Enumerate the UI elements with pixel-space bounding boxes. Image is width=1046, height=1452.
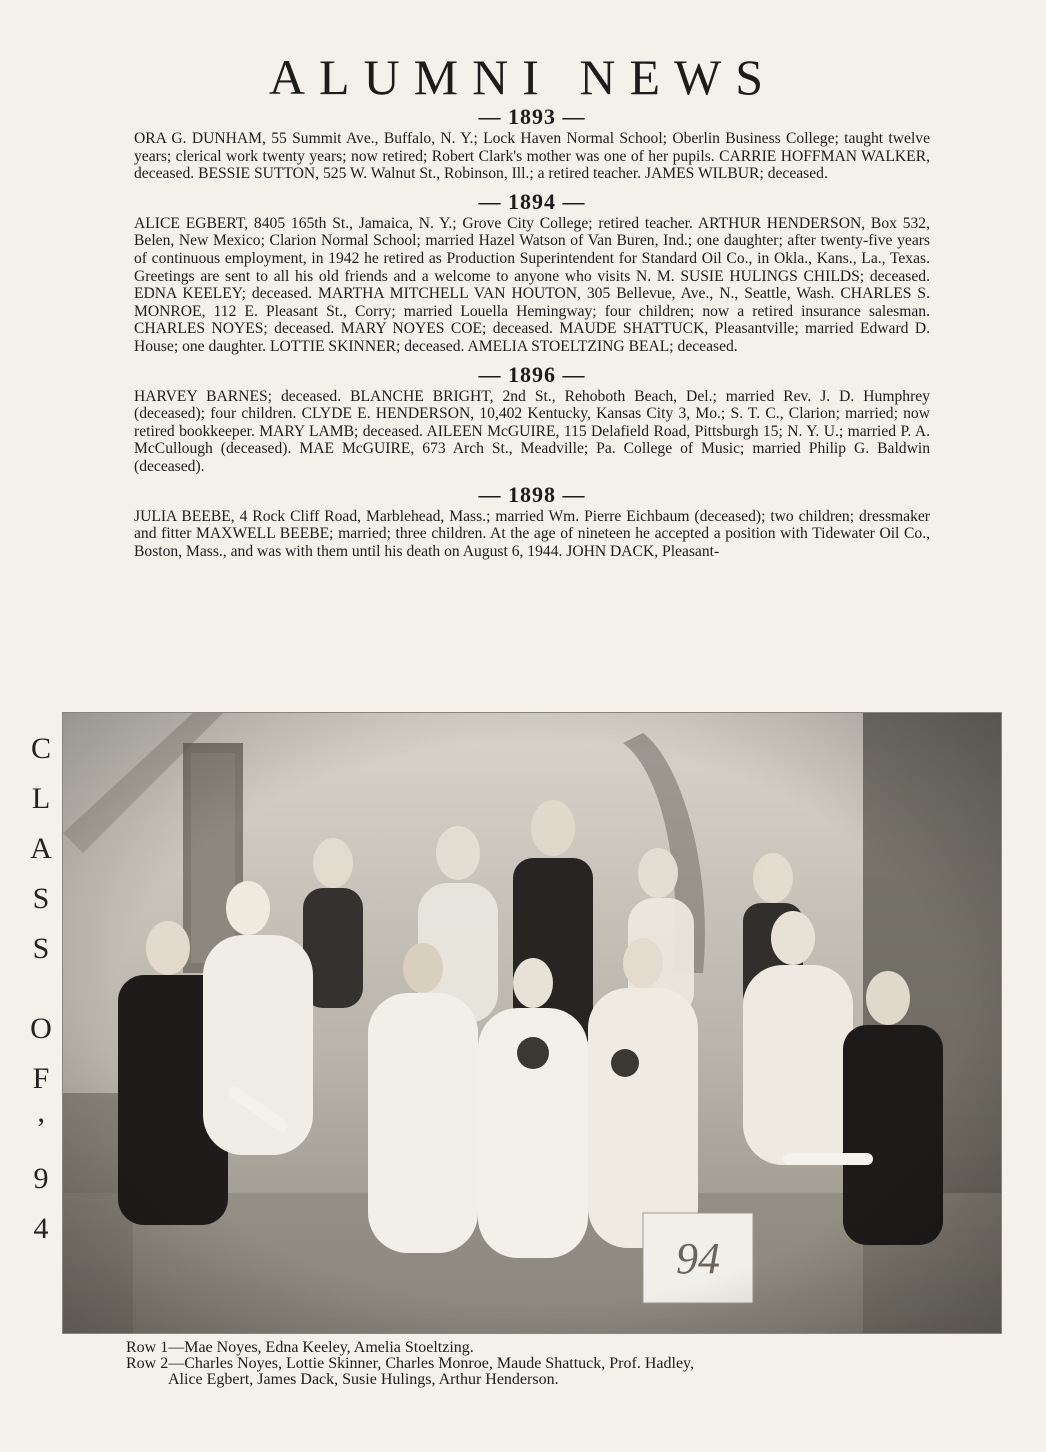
side-letter: S <box>32 932 50 965</box>
section-text: JULIA BEEBE, 4 Rock Cliff Road, Marblehead, Mass.; married Wm. Pierre Eichbaum (deceased); two children; dressmaker and fitter MAXWELL BEEBE; married; three children. At the age of nineteen he accepted a position with Tidewater Oil Co., Boston, Mass., and was with them until his death on August 6, 1944. JOHN DACK, Pleasant- <box>134 507 930 560</box>
year-heading: — 1894 — <box>478 188 586 214</box>
class-photo <box>62 712 1002 1334</box>
side-letter: F <box>32 1062 50 1095</box>
year-heading: — 1893 — <box>478 104 586 129</box>
section-text: HARVEY BARNES; deceased. BLANCHE BRIGHT, 2nd St., Rehoboth Beach, Del.; married Rev. J. D. Humphrey (deceased); four children. CLYDE E. HENDERSON, 10,402 Kentucky, Kansas City 3, Mo.; S. T. C., Clarion; married; now retired bookkeeper. MARY LAMB; deceased. AILEEN McGUIRE, 115 Delafield Road, Pittsburgh 15; N. Y. U.; married P. A. McCullough (deceased). MAE McGUIRE, 673 Arch St., Meadville; Pa. College of Music; married Philip G. Baldwin (deceased). <box>134 387 930 475</box>
caption-row-2: Row 2—Charles Noyes, Lottie Skinner, Charles Monroe, Maude Shattuck, Prof. Hadley, <box>126 1355 694 1372</box>
year-heading: — 1896 — <box>478 361 586 387</box>
caption-row-1: Row 1—Mae Noyes, Edna Keeley, Amelia Stoeltzing. <box>126 1339 474 1356</box>
year-heading: — 1898 — <box>478 481 586 507</box>
side-letter: O <box>30 1012 52 1045</box>
side-letter: S <box>32 882 50 915</box>
caption-row-2-continued: Alice Egbert, James Dack, Susie Hulings, Arthur Henderson. <box>168 1371 559 1388</box>
side-letter: A <box>30 832 52 865</box>
section-text: ALICE EGBERT, 8405 165th St., Jamaica, N. Y.; Grove City College; retired teacher. ARTHUR HENDERSON, Box 532, Belen, New Mexico; Clarion Normal School; married Hazel Watson of Van Buren, Ind.; one daughter; after twenty-five years of continuous employment, in 1942 he retired as Production Superintendent for Standard Oil Co., in Okla., Kans., La., Texas. Greetings are sent to all his old friends and a welcome to anyone who visits N. M. SUSIE HULINGS CHILDS; deceased. EDNA KEELEY; deceased. MARTHA MITCHELL VAN HOUTON, 305 Bellevue, Ave., N., Seattle, Wash. CHARLES S. MONROE, 112 E. Pleasant St., Corry; married Louella Hemingway; four children; now a retired insurance salesman. CHARLES NOYES; deceased. MARY NOYES COE; deceased. MAUDE SHATTUCK, Pleasantville; married Edward D. House; one daughter. LOTTIE SKINNER; deceased. AMELIA STOELTZING BEAL; deceased. <box>134 214 930 355</box>
class-photo-illustration <box>63 713 1002 1334</box>
side-letter: C <box>30 732 51 765</box>
side-letter: ’ <box>36 1112 46 1145</box>
class-of-94-label <box>26 724 56 1254</box>
page-title: ALUMNI NEWS <box>268 49 778 105</box>
section-text: ORA G. DUNHAM, 55 Summit Ave., Buffalo, N. Y.; Lock Haven Normal School; Oberlin Business College; taught twelve years; clerical work twenty years; now retired; Robert Clark's mother was one of her pupils. CARRIE HOFFMAN WALKER, deceased. BESSIE SUTTON, 525 W. Walnut St., Robinson, Ill.; a retired teacher. JAMES WILBUR; deceased. <box>134 130 930 183</box>
section-1893 <box>134 104 930 183</box>
side-letter: L <box>31 782 51 815</box>
side-letter: 4 <box>33 1212 49 1245</box>
section-1898 <box>134 482 930 561</box>
section-1894 <box>134 189 930 356</box>
photo-caption <box>126 1340 916 1388</box>
section-1896 <box>134 362 930 476</box>
alumni-news-body <box>134 104 930 566</box>
side-letter: 9 <box>33 1162 49 1195</box>
